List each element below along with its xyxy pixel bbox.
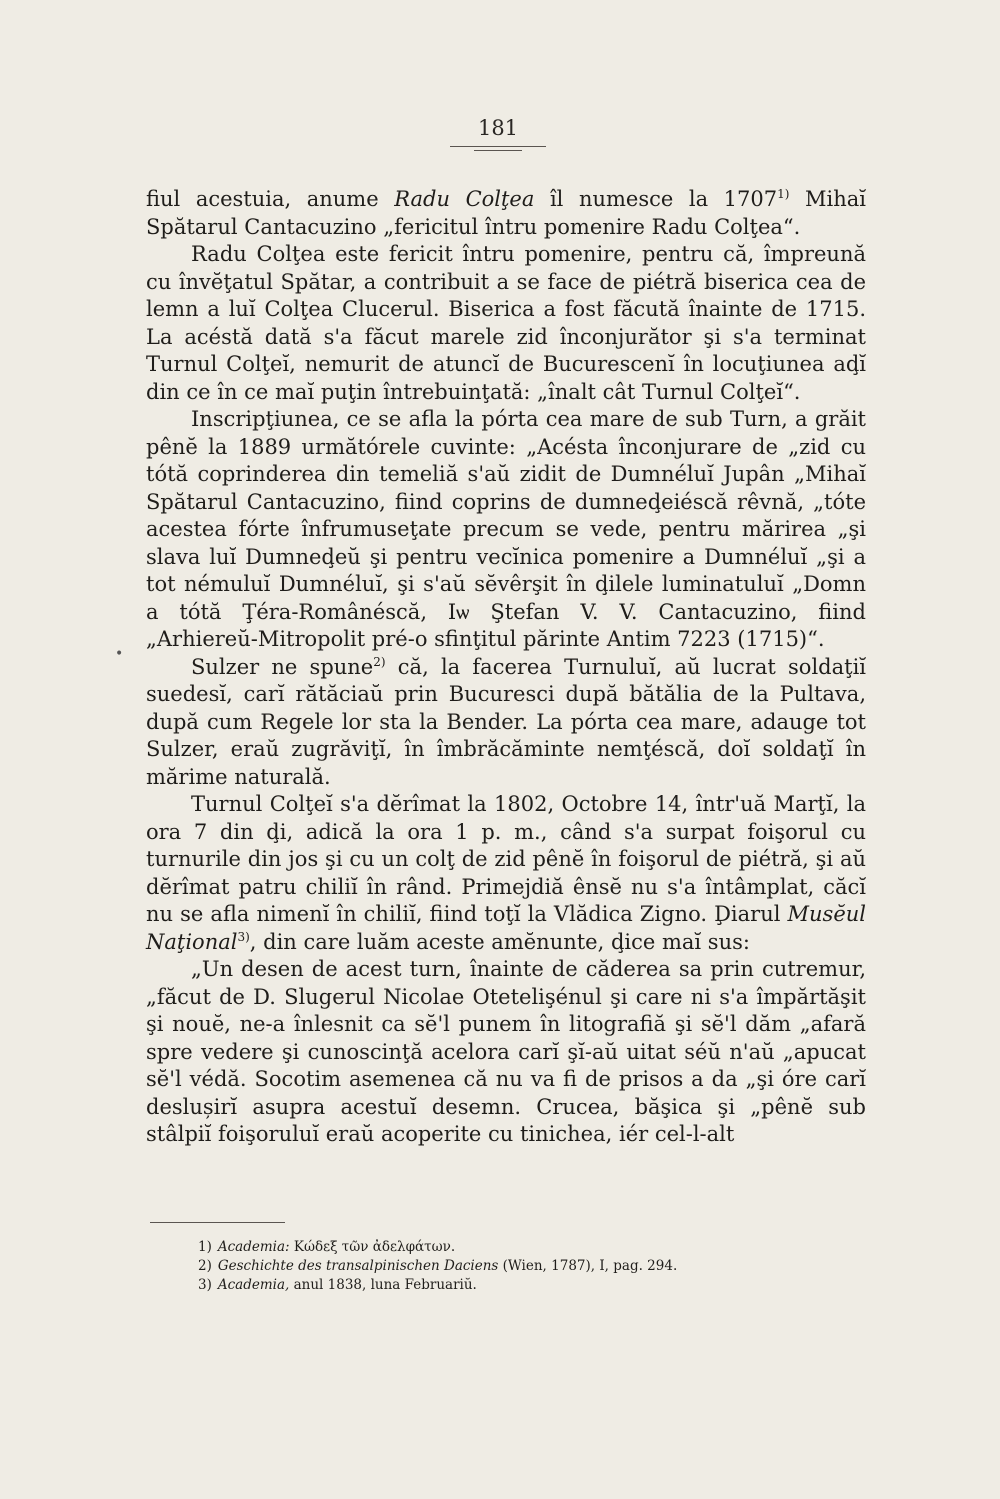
paragraph-1: fiul acestuia, anume Radu Colţea îl numesce la 1707$^{1)}$ Mihaĭ Spătarul Cantacuzino „fericitul întru pomenire Radu Colţea“. (146, 187, 866, 239)
margin-mark: • (115, 646, 124, 662)
italic-journal: Musĕul Naţional (146, 902, 866, 954)
footnote-ref-3: 3) (237, 929, 250, 944)
paragraph-2: Radu Colţea este fericit întru pomenire, pentru că, împreună cu învĕţatul Spătar, a contribuit a se face de piétră biserica cea de lemn a luĭ Colţea Clucerul. Biserica a fost făcută înainte de 1715. La acéstă dată s'a făcut marele zid înconjurător şi s'a terminat Turnul Colţeĭ, nemurit de atuncĭ de Bucurescenĭ în locuţiunea aḑĭ din ce în ce maĭ puţin întrebuinţată: „înalt cât Turnul Colţeĭ“. (146, 242, 866, 404)
paragraph-6: „Un desen de acest turn, înainte de căderea sa prin cutremur, „făcut de D. Slugerul Nicolae Otetelişénul şi care ni s'a împărtăşit şi nouĕ, ne-a înlesnit ca sĕ'l punem în litografiă şi sĕ'l dăm „afară spre vedere şi cunoscinţă acelora carĭ şĭ-aŭ uitat séŭ n'aŭ „apucat sĕ'l védă. Socotim asemenea că nu va fi de prisos a da „şi óre carĭ deslușirĭ asupra acestuĭ desemn. Crucea, băşica şi „pênĕ sub stâlpiĭ foişoruluĭ eraŭ acoperite cu tinichea, iér cel-l-alt (146, 957, 866, 1146)
page-number: 181 (477, 116, 519, 140)
page-number-rule (450, 146, 546, 147)
footnote-ref-1: 1) (777, 187, 790, 201)
footnote-3: 3) Academia, anul 1838, luna Februariŭ. (198, 1277, 477, 1293)
paragraph-4: Sulzer ne spune$^{2)}$ că, la facerea Turnuluĭ, aŭ lucrat soldaţiĭ suedesĭ, carĭ rătăciaŭ prin Bucuresci după bătălia de la Pultava, după cum Regele lor sta la Bender. La pórta cea mare, adauge tot Sulzer, eraŭ zugrăviţĭ, în îmbrăcăminte nemţéscă, doĭ soldaţĭ în mărime naturală. (146, 654, 867, 789)
footnote-2: 2) Geschichte des transalpinischen Daciens (Wien, 1787), I, pag. 294. (198, 1258, 678, 1274)
paragraph-5: Turnul Colţeĭ s'a dĕrîmat la 1802, Octobre 14, într'uă Marţĭ, la ora 7 din ḑi, adică la ora 1 p. m., când s'a surpat foişorul cu turnurile din jos şi cu un colţ de zid pênĕ în foişorul de piétră, şi aŭ dĕrîmat patru chiliĭ în rând. Primejdiă ênsĕ nu s'a întâmplat, căcĭ nu se afla nimenĭ în chiliĭ, fiind toţĭ la Vlădica Zigno. Ḑiarul Musĕul Naţional$^{3)}$, din care luăm aceste amĕnunte, ḑice maĭ sus: (146, 792, 866, 954)
footnote-ref-2: 2) (373, 654, 386, 669)
italic-name: Radu Colţea (394, 187, 535, 211)
page-number-rule-short (474, 150, 522, 151)
body-text (146, 186, 866, 1149)
footnote-1: 1) Academia: Κώδεξ τῶν ἀδελφάτων. (198, 1239, 456, 1255)
footnotes (198, 1238, 758, 1295)
paragraph-3: Inscripţiunea, ce se afla la pórta cea mare de sub Turn, a grăit pênĕ la 1889 următórele cuvinte: „Acésta înconjurare de „zid cu tótă coprinderea din temeliă s'aŭ zidit de Dumnéluĭ Jupân „Mihaĭ Spătarul Cantacuzino, fiind coprins de dumneḑeiéscă rêvnă, „tóte acestea fórte înfrumuseţate precum se vede, pentru mărirea „şi slava luĭ Dumneḑeŭ şi pentru vecĭnica pomenire a Dumnéluĭ „şi a tot némuluĭ Dumnéluĭ, şi s'aŭ sĕvêrşit în ḑilele luminatuluĭ „Domn a tótă Ţéra-Românéscă, Iѡ Ştefan V. V. Cantacuzino, fiind „Arhiereŭ-Mitropolit pré-o sfinţitul părinte Antim 7223 (1715)“. (146, 407, 866, 651)
footnote-rule (150, 1222, 285, 1223)
